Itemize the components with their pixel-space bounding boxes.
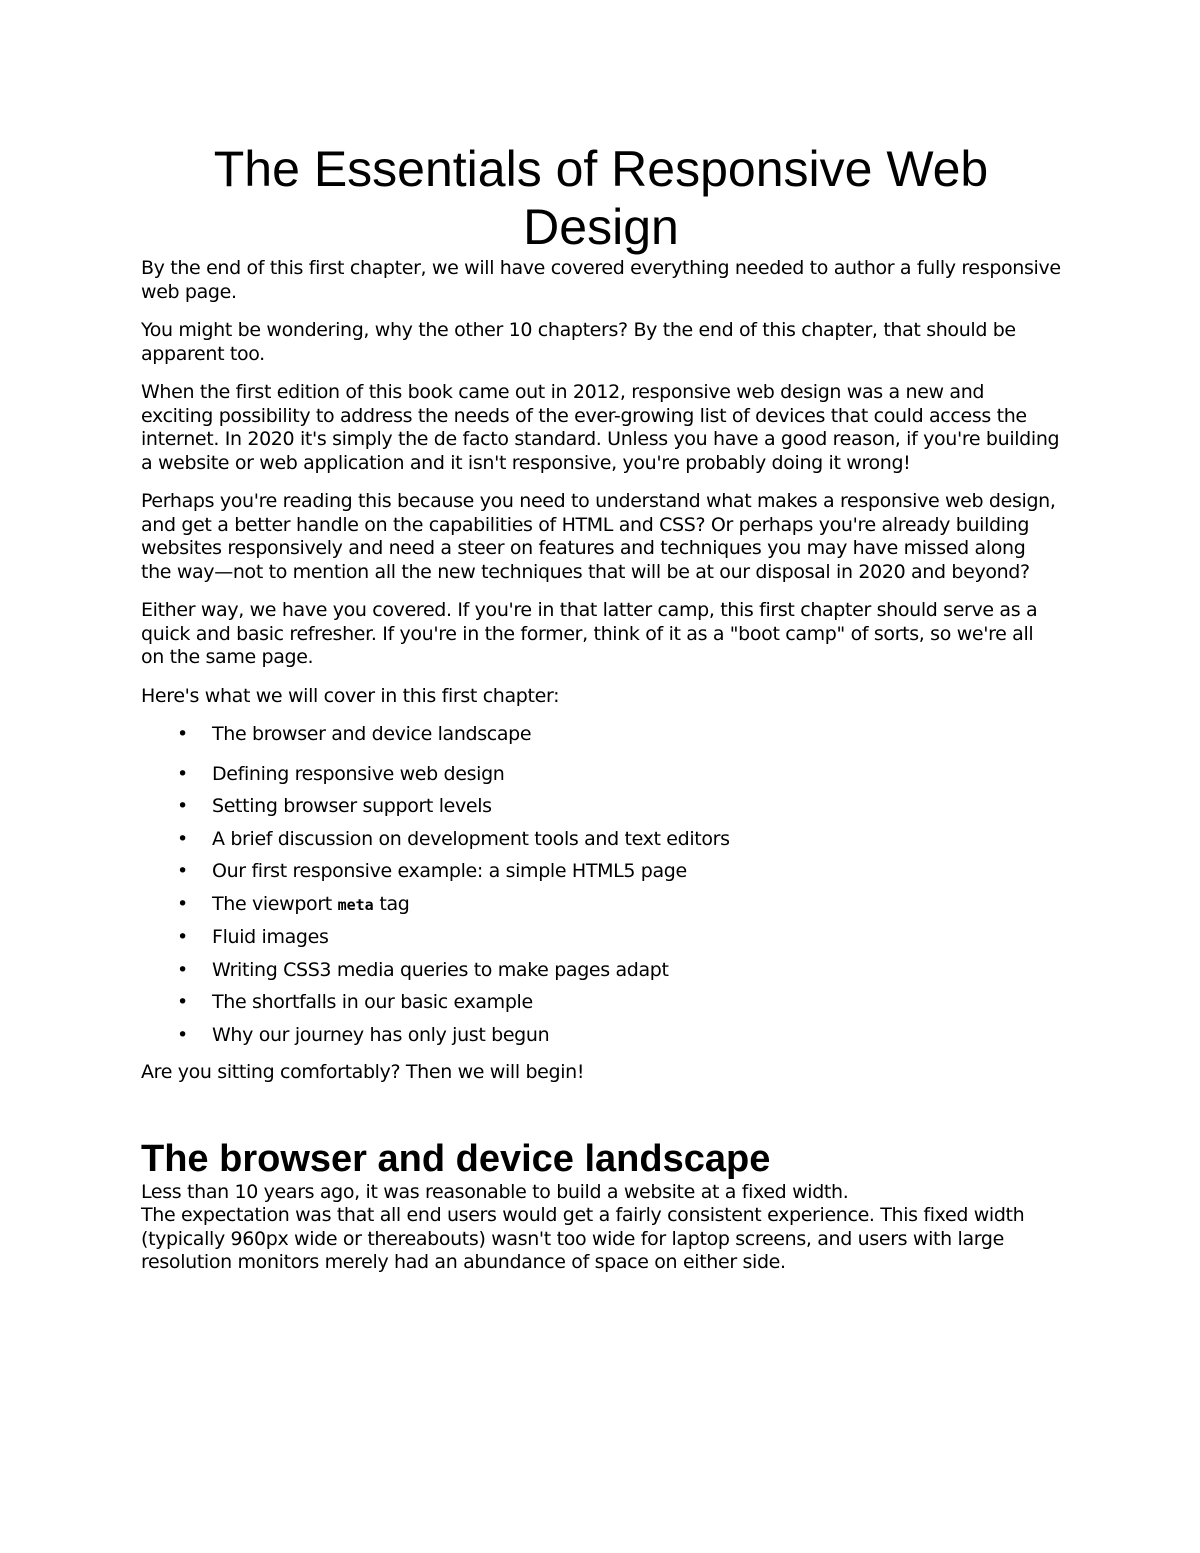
- list-item: [141, 723, 1061, 747]
- list-item: [141, 1024, 1061, 1048]
- cover-intro-paragraph: Here's what we will cover in this first chapter:: [141, 684, 560, 707]
- bullet-icon: •: [177, 926, 188, 948]
- intro-paragraph: By the end of this first chapter, we will have covered everything needed to author a fully responsive web page.: [141, 257, 1061, 303]
- chapter-topics-list: [141, 723, 1061, 1047]
- list-item: [141, 959, 1061, 983]
- list-item-text: Why our journey has only just begun: [212, 1023, 550, 1046]
- section-first-line: Less than 10 years ago, it was reasonable to build a website at a fixed width.: [141, 1180, 849, 1203]
- list-item-text: The shortfalls in our basic example: [212, 991, 533, 1013]
- list-item: [141, 795, 1061, 819]
- list-item-text: Setting browser support levels: [212, 795, 492, 817]
- page-title: The Essentials of Responsive Web Design: [213, 141, 989, 255]
- bullet-icon: •: [177, 991, 188, 1013]
- list-item-text: Writing CSS3 media queries to make pages adapt: [212, 958, 669, 981]
- list-item: [141, 763, 1061, 787]
- bullet-icon: •: [177, 795, 188, 817]
- meta-code-term: meta: [337, 895, 374, 914]
- closing-paragraph: Are you sitting comfortably? Then we will begin!: [141, 1061, 585, 1083]
- section-heading: The browser and device landscape: [141, 1137, 771, 1180]
- list-item: [141, 926, 1061, 950]
- bullet-icon: •: [177, 723, 188, 745]
- bullet-icon: •: [177, 892, 188, 915]
- either-way-paragraph: Either way, we have you covered. If you're in that latter camp, this first chapter should serve as a quick and basic refresher. If you're in the former, think of it as a "boot camp" of sorts, so we're all on the same page.: [141, 599, 1038, 668]
- section-paragraph: The expectation was that all end users would get a fairly consistent experience. This fixed width (typically 960px wide or thereabouts) wasn't too wide for laptop screens, and users with large resolution monitors merely had an abundance of space on either side.: [141, 1204, 1025, 1273]
- list-item-text: Fluid images: [212, 926, 329, 948]
- bullet-icon: •: [177, 827, 188, 850]
- bullet-icon: •: [177, 1023, 188, 1046]
- bullet-icon: •: [177, 860, 188, 882]
- first-edition-paragraph: When the first edition of this book came out in 2012, responsive web design was a new and exciting possibility to address the needs of the ever-growing list of devices that could access the internet. In 2020 it's simply the de facto standard. Unless you have a good reason, if you're building a website or web application and it isn't responsive, you're probably doing it wrong!: [141, 381, 1060, 474]
- list-item-text-after-code: tag: [373, 892, 410, 915]
- reading-reason-paragraph: Perhaps you're reading this because you need to understand what makes a responsive web design, and get a better handle on the capabilities of HTML and CSS? Or perhaps you're already building websites responsively and need a steer on features and techniques you may have missed along the way—not to mention all the new techniques that will be at our disposal in 2020 and beyond?: [141, 490, 1056, 583]
- bullet-icon: •: [177, 958, 188, 981]
- list-item: [141, 828, 1061, 852]
- bullet-icon: •: [177, 762, 188, 785]
- wondering-paragraph: You might be wondering, why the other 10 chapters? By the end of this chapter, that should be apparent too.: [141, 319, 1016, 365]
- list-item: [141, 860, 1061, 884]
- list-item-text: Our first responsive example: a simple HTML5 page: [212, 860, 687, 882]
- list-item-text-before-code: The viewport: [212, 892, 338, 915]
- list-item-text: The browser and device landscape: [212, 723, 532, 745]
- list-item-text: Defining responsive web design: [212, 762, 505, 785]
- document-page: [141, 140, 1061, 1275]
- list-item: [141, 893, 1061, 918]
- list-item: [141, 991, 1061, 1015]
- list-item-text: A brief discussion on development tools and text editors: [212, 827, 730, 850]
